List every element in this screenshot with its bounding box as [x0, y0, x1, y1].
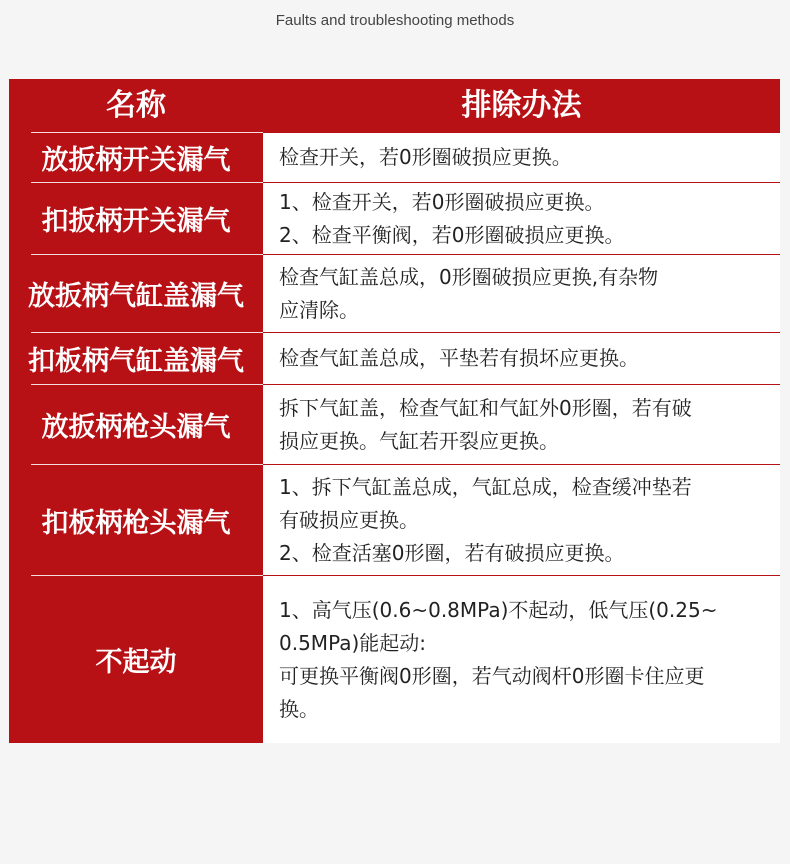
fault-method [263, 576, 780, 743]
fault-method [263, 333, 780, 384]
method-line: 检查气缸盖总成，平垫若有损坏应更换。 [279, 346, 639, 370]
fault-name: 放扳柄开关漏气 [41, 145, 231, 176]
fault-name: 扣板柄气缸盖漏气 [28, 346, 244, 377]
header-method: 排除办法 [461, 88, 582, 123]
method-line: 2、检查活塞0形圈，若有破损应更换。 [279, 540, 625, 565]
header-name: 名称 [106, 88, 166, 123]
method-line: 换。 [279, 696, 319, 721]
method-line: 检查开关，若0形圈破损应更换。 [279, 145, 572, 169]
fault-method [263, 385, 780, 464]
fault-name: 扣扳柄开关漏气 [41, 206, 231, 237]
row-divider [31, 464, 263, 465]
table-row [9, 255, 780, 332]
fault-method [263, 465, 780, 575]
fault-method [263, 183, 780, 254]
method-line: 检查气缸盖总成，0形圈破损应更换,有杂物 [279, 264, 659, 289]
table-row [9, 385, 780, 464]
method-line: 拆下气缸盖，检查气缸和气缸外0形圈，若有破 [279, 395, 692, 420]
method-line: 可更换平衡阀0形圈，若气动阀杆0形圈卡住应更 [279, 663, 705, 688]
row-divider [31, 575, 263, 576]
method-line: 1、拆下气缸盖总成，气缸总成，检查缓冲垫若 [279, 474, 692, 499]
page-title: Faults and troubleshooting methods [275, 12, 515, 29]
fault-method [263, 133, 780, 182]
row-divider [31, 254, 263, 255]
table-row [9, 333, 780, 384]
method-line: 有破损应更换。 [279, 507, 419, 532]
method-line: 应清除。 [279, 297, 359, 322]
troubleshooting-table [9, 79, 780, 743]
table-row [9, 576, 780, 743]
method-line: 1、检查开关，若0形圈破损应更换。 [279, 189, 605, 214]
fault-name: 不起动 [95, 647, 177, 678]
method-line: 0.5MPa)能起动: [279, 630, 427, 655]
table-row [9, 133, 780, 182]
row-divider [31, 182, 263, 183]
row-divider [31, 132, 263, 133]
fault-method [263, 255, 780, 332]
row-divider [31, 384, 263, 385]
row-divider [31, 332, 263, 333]
fault-name: 放扳柄气缸盖漏气 [28, 281, 244, 312]
table-header [9, 79, 780, 133]
fault-name: 扣板柄枪头漏气 [41, 507, 231, 539]
method-line: 1、高气压(0.6~0.8MPa)不起动，低气压(0.25~ [279, 597, 718, 622]
table-row [9, 183, 780, 254]
fault-name: 放扳柄枪头漏气 [41, 412, 231, 443]
table-row [9, 465, 780, 575]
method-line: 损应更换。气缸若开裂应更换。 [279, 428, 559, 453]
method-line: 2、检查平衡阀，若0形圈破损应更换。 [279, 222, 625, 247]
